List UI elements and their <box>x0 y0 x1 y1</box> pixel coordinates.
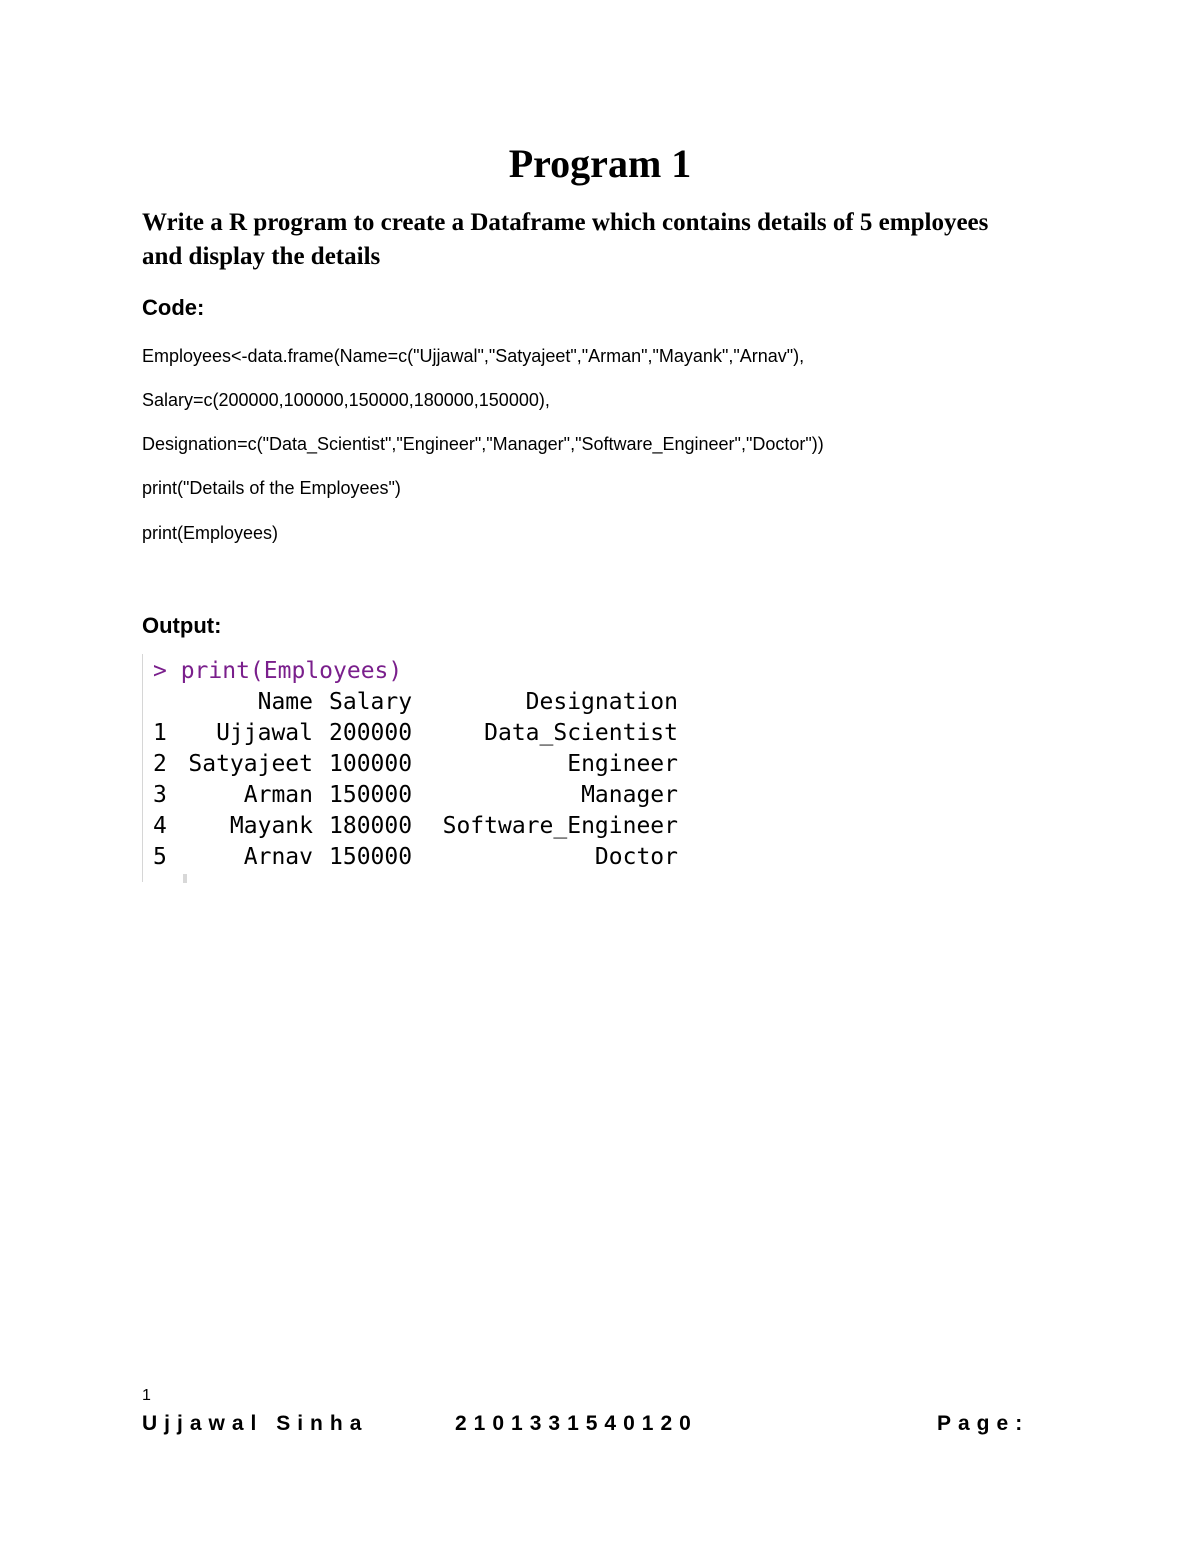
row-salary: 150000 <box>329 782 413 808</box>
row-name: Arnav <box>243 844 313 870</box>
row-index: 5 <box>153 844 167 870</box>
table-row <box>153 811 693 842</box>
code-line: Employees<-data.frame(Name=c("Ujjawal","Satyajeet","Arman","Mayank","Arnav"), <box>142 346 805 366</box>
output-heading: Output: <box>142 613 222 638</box>
row-salary: 100000 <box>329 751 413 777</box>
code-line: Salary=c(200000,100000,150000,180000,150000), <box>142 390 550 410</box>
table-row <box>153 749 693 780</box>
row-designation: Doctor <box>594 844 678 870</box>
row-name: Satyajeet <box>188 751 313 777</box>
table-row <box>153 842 693 873</box>
footer-page-number: 1 <box>142 1387 151 1404</box>
table-row <box>153 780 693 811</box>
console-command: > print(Employees) <box>153 658 403 684</box>
row-index: 4 <box>153 813 167 839</box>
row-index: 1 <box>153 720 167 746</box>
row-designation: Software_Engineer <box>442 813 678 839</box>
row-salary: 180000 <box>329 813 413 839</box>
question-text: Write a R program to create a Dataframe which contains details of 5 employees and display the details <box>142 209 989 270</box>
row-name: Mayank <box>229 813 313 839</box>
code-line: print(Employees) <box>142 523 279 543</box>
row-index: 2 <box>153 751 167 777</box>
row-designation: Engineer <box>567 751 678 777</box>
console-output <box>142 654 703 882</box>
row-name: Ujjawal <box>216 720 313 746</box>
row-designation: Manager <box>581 782 678 808</box>
footer-author: Ujjawal Sinha <box>142 1412 369 1435</box>
code-line: Designation=c("Data_Scientist","Engineer","Manager","Software_Engineer","Doctor")) <box>142 434 824 454</box>
row-designation: Data_Scientist <box>484 720 678 746</box>
row-salary: 150000 <box>329 844 413 870</box>
footer-roll-number: 2101331540120 <box>455 1412 698 1435</box>
table-header <box>153 687 693 718</box>
row-index: 3 <box>153 782 167 808</box>
code-line: print("Details of the Employees") <box>142 478 401 498</box>
page-title: Program 1 <box>508 141 692 186</box>
code-heading: Code: <box>142 295 205 320</box>
footer-page-label: Page: <box>937 1412 1030 1435</box>
column-header-salary: Salary <box>329 689 413 715</box>
table-row <box>153 718 693 749</box>
console-cursor <box>183 874 187 883</box>
row-salary: 200000 <box>329 720 413 746</box>
column-header-name: Name <box>257 689 313 715</box>
row-name: Arman <box>243 782 313 808</box>
column-header-designation: Designation <box>525 689 678 715</box>
